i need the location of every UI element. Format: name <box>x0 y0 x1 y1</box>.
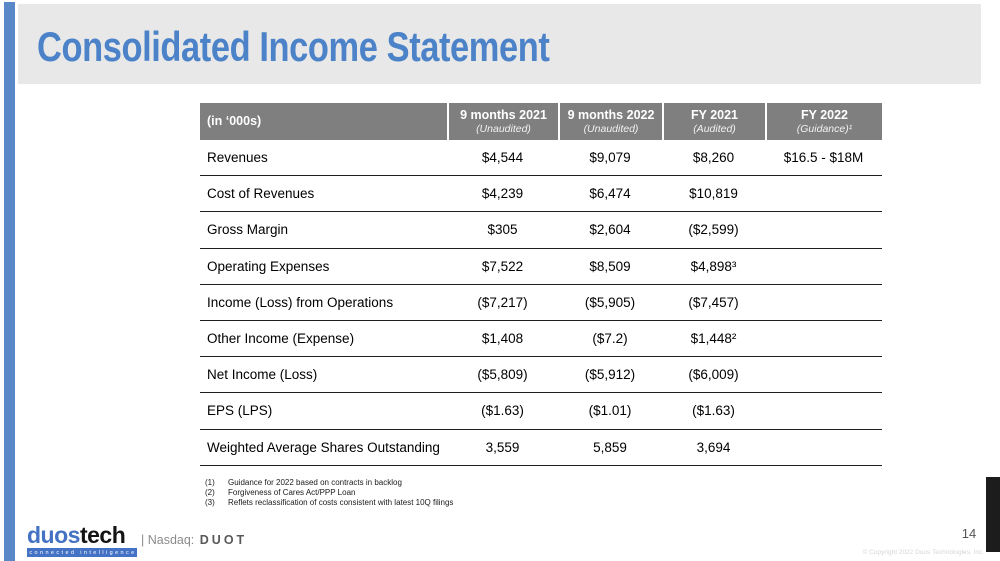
cell-value: ($6,009) <box>688 367 739 383</box>
row-label: Gross Margin <box>207 222 289 238</box>
footnote-text: Guidance for 2022 based on contracts in backlog <box>228 478 402 487</box>
table-row-other-income-expense <box>200 321 882 357</box>
column-header-label: FY 2021 <box>690 107 739 122</box>
cell-value: $9,079 <box>589 150 631 166</box>
page-number: 14 <box>961 526 977 541</box>
footnote-number: (3) <box>205 498 215 507</box>
logo-duos: duos <box>27 522 80 548</box>
column-header-sublabel: (Guidance)¹ <box>796 122 853 135</box>
left-accent-bar <box>4 2 15 561</box>
footnotes <box>205 478 453 508</box>
cell-value: ($2,599) <box>688 222 739 238</box>
row-label: Other Income (Expense) <box>207 331 355 347</box>
logo-tech: tech <box>79 522 126 548</box>
table-row-eps-lps <box>200 393 882 429</box>
cell-value: ($5,809) <box>477 367 528 383</box>
footnote-3 <box>205 498 453 508</box>
cell-value: ($1.63) <box>692 403 735 419</box>
table-row-net-income-loss <box>200 357 882 393</box>
cell-value: 3,694 <box>696 439 731 455</box>
footnote-number: (1) <box>205 478 215 487</box>
cell-value: ($1.01) <box>588 403 632 419</box>
row-label: Net Income (Loss) <box>207 367 318 383</box>
cell-value: ($7,217) <box>477 294 528 310</box>
column-header-9m-2022 <box>558 103 662 140</box>
cell-value: $7,522 <box>481 258 524 274</box>
cell-value: ($5,912) <box>584 367 636 383</box>
row-label: EPS (LPS) <box>207 403 273 419</box>
title-band <box>18 4 981 84</box>
row-label: Weighted Average Shares Outstanding <box>207 439 440 455</box>
cell-value: $2,604 <box>589 222 631 238</box>
cell-value: $4,898³ <box>690 258 737 274</box>
column-header-sublabel: (Unaudited) <box>476 122 531 135</box>
column-header-sublabel: (Unaudited) <box>583 122 639 135</box>
row-label: Income (Loss) from Operations <box>207 294 394 310</box>
cell-value: $8,509 <box>589 258 631 274</box>
column-header-label: 9 months 2022 <box>567 107 655 122</box>
cell-value: $10,819 <box>689 186 738 202</box>
footnote-text: Reflets reclassification of costs consistent with latest 10Q filings <box>228 498 454 507</box>
cell-value: $8,260 <box>692 150 735 166</box>
cell-value: 3,559 <box>485 439 520 455</box>
nasdaq-ticker <box>141 533 247 547</box>
logo-tagline: connected intelligence <box>27 548 137 557</box>
cell-value: $4,239 <box>481 186 524 202</box>
footnote-2 <box>205 488 453 498</box>
cell-value: ($1.63) <box>481 403 524 419</box>
page-title: Consolidated Income Statement <box>37 23 550 70</box>
column-header-9m-2021 <box>447 103 558 140</box>
income-statement-table <box>200 103 882 466</box>
column-header-fy-2021 <box>662 103 765 140</box>
row-label: Operating Expenses <box>207 258 330 274</box>
duostech-logo <box>27 524 137 557</box>
row-label: Revenues <box>207 150 268 166</box>
cell-value: $4,544 <box>481 150 524 166</box>
cell-value: $1,408 <box>481 331 524 347</box>
column-header-fy-2022 <box>765 103 882 140</box>
ticker-prefix: | Nasdaq: <box>141 533 195 547</box>
footnote-number: (2) <box>205 488 215 497</box>
column-header-label: FY 2022 <box>800 107 849 122</box>
table-row-cost-of-revenues <box>200 176 882 212</box>
cell-value: 5,859 <box>593 439 627 455</box>
column-header-units: (in ‘000s) <box>207 114 262 128</box>
cell-value: $16.5 - $18M <box>783 150 864 166</box>
row-label: Cost of Revenues <box>207 186 315 202</box>
table-row-revenues <box>200 140 882 176</box>
table-header-row <box>200 103 882 140</box>
corner-accent-bar <box>986 477 1000 552</box>
cell-value: $1,448² <box>690 331 737 347</box>
table-row-income-loss-from-operations <box>200 285 882 321</box>
cell-value: ($7.2) <box>592 331 628 347</box>
cell-value: $6,474 <box>589 186 631 202</box>
column-header-label: 9 months 2021 <box>460 107 547 122</box>
table-row-operating-expenses <box>200 249 882 285</box>
column-header-sublabel: (Audited) <box>693 122 736 135</box>
cell-value: $305 <box>487 222 518 238</box>
table-row-gross-margin <box>200 212 882 248</box>
footnote-1 <box>205 478 453 488</box>
cell-value: ($5,905) <box>584 294 636 310</box>
footnote-text: Forgiveness of Cares Act/PPP Loan <box>228 488 356 497</box>
cell-value: ($7,457) <box>688 294 739 310</box>
logo-wordmark <box>27 524 137 547</box>
table-row-weighted-average-shares <box>200 430 882 466</box>
copyright-notice: © Copyright 2022 Duos Technologies, Inc. <box>862 549 984 556</box>
ticker-symbol: DUOT <box>199 533 248 547</box>
